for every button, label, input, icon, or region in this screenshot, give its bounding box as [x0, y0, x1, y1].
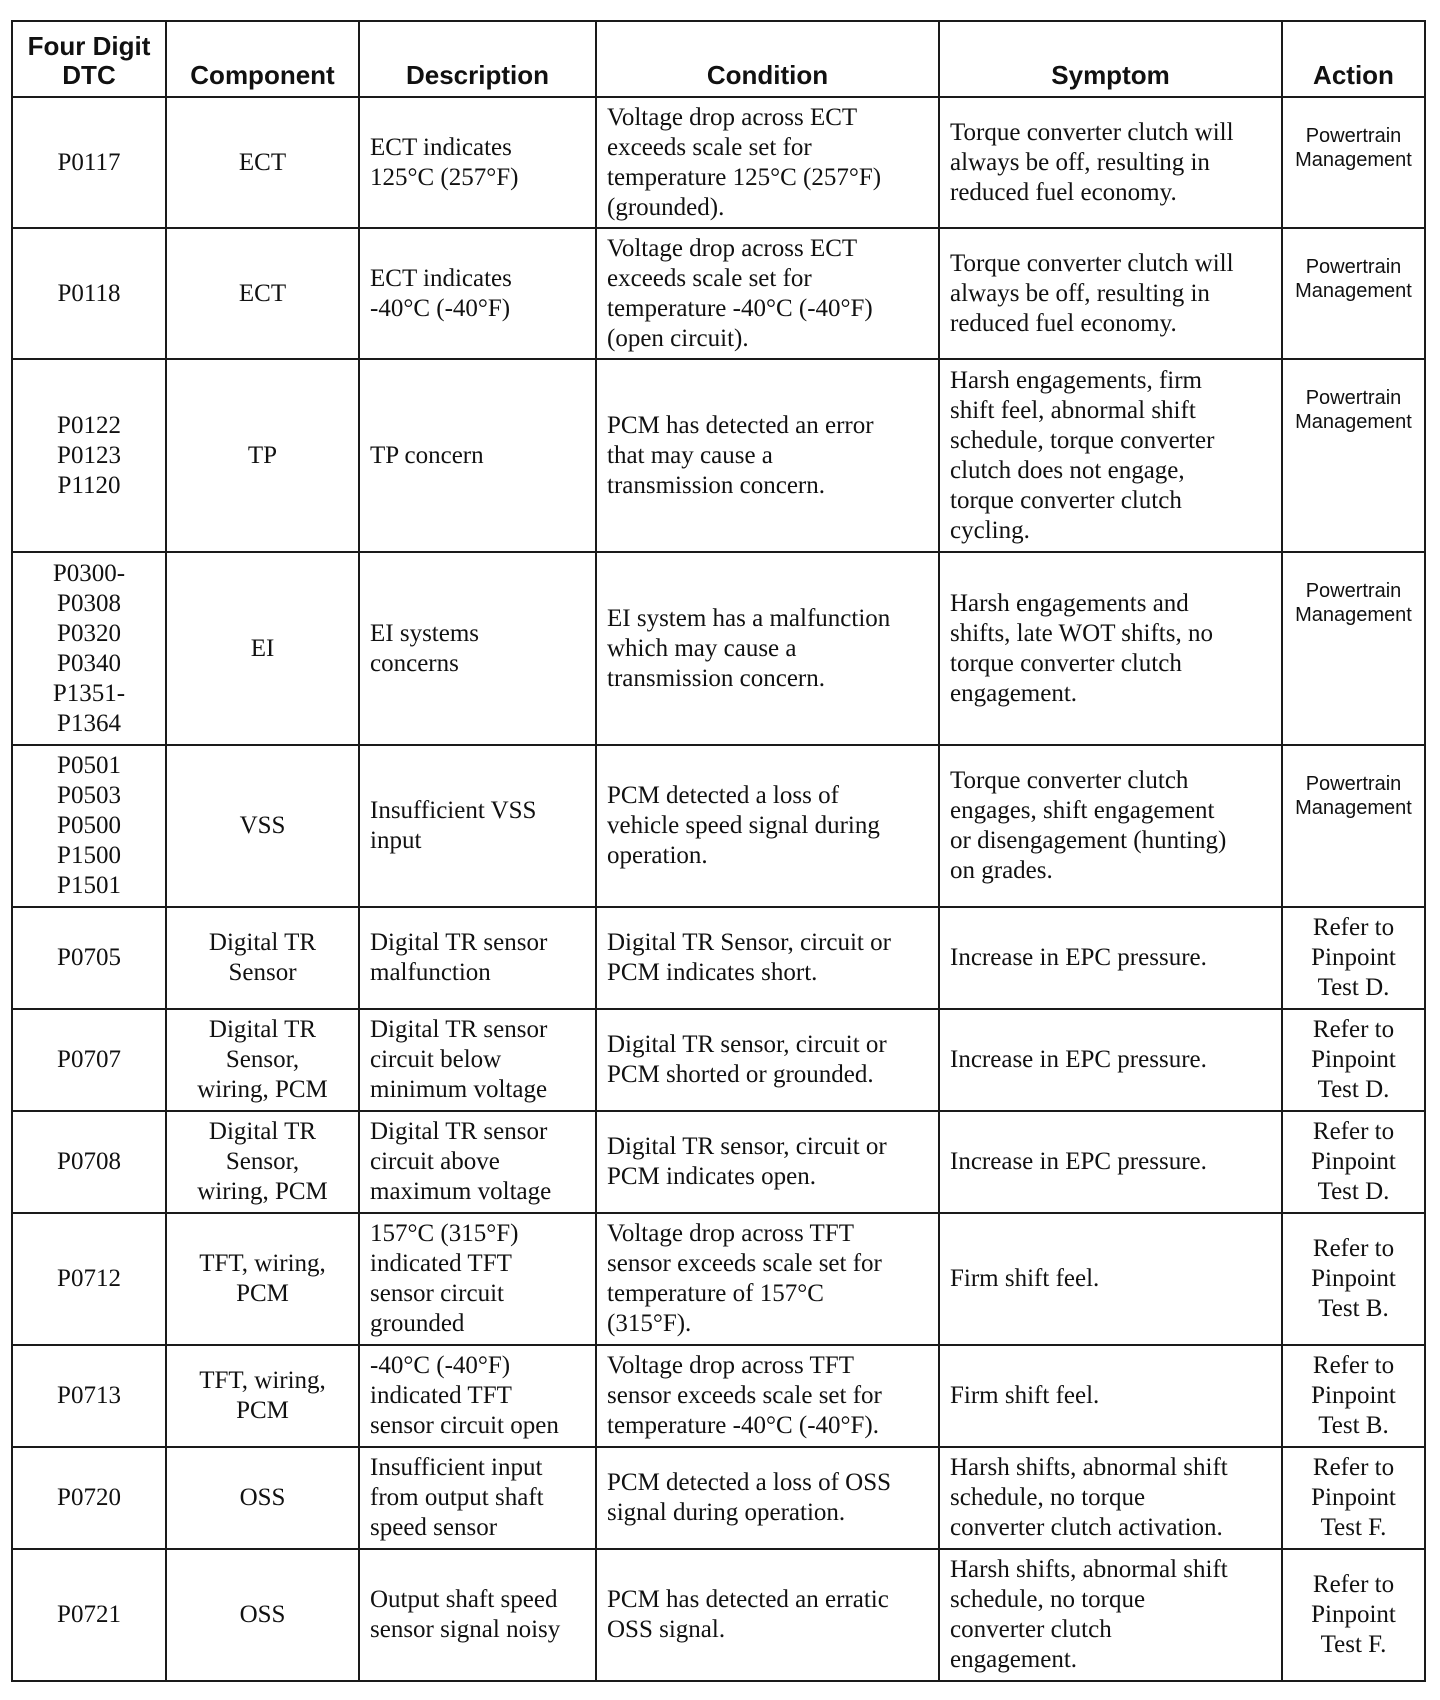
symptom-cell-line: shift feel, abnormal shift — [950, 396, 1196, 424]
symptom-cell-line: Torque converter clutch — [950, 767, 1189, 794]
action-cell — [1282, 1009, 1425, 1111]
action-cell-line: Test F. — [1320, 1514, 1387, 1541]
symptom-cell-line: always be off, resulting in — [950, 148, 1210, 176]
dtc-cell — [12, 1549, 166, 1681]
description-cell-line: indicated TFT — [370, 1250, 512, 1277]
dtc-cell-line: P0708 — [57, 1148, 121, 1175]
symptom-cell-line: Harsh shifts, abnormal shift — [950, 1556, 1228, 1583]
component-cell — [166, 359, 359, 552]
dtc-cell — [12, 1111, 166, 1213]
condition-cell — [596, 1447, 939, 1549]
symptom-cell-line: Firm shift feel. — [950, 1265, 1100, 1292]
component-cell — [166, 907, 359, 1009]
component-cell-line: TP — [247, 441, 278, 469]
dtc-cell-line: P0320 — [57, 619, 121, 647]
component-cell-line: wiring, PCM — [197, 1076, 328, 1103]
action-cell — [1282, 1111, 1425, 1213]
dtc-cell-line: P1500 — [57, 842, 121, 869]
table-row — [12, 1009, 1425, 1111]
dtc-cell — [12, 97, 166, 228]
description-cell-line: circuit above — [370, 1148, 500, 1175]
symptom-cell-line: engages, shift engagement — [950, 797, 1215, 824]
component-cell-line: Digital TR — [208, 929, 317, 956]
description-cell-line: EI systems — [370, 619, 480, 647]
action-cell-line: Refer to — [1312, 1016, 1395, 1043]
condition-cell-line: PCM detected a loss of — [607, 782, 839, 809]
symptom-cell-line: Torque converter clutch will — [950, 249, 1234, 277]
table-row — [12, 552, 1425, 745]
description-cell-line: indicated TFT — [370, 1382, 512, 1409]
component-cell-line: OSS — [239, 1484, 286, 1511]
header-action: Action — [1282, 21, 1425, 97]
description-cell-line: Digital TR sensor — [370, 1016, 548, 1043]
symptom-cell-line: on grades. — [950, 857, 1053, 884]
symptom-cell-line: Firm shift feel. — [950, 1382, 1100, 1409]
condition-cell — [596, 97, 939, 228]
condition-cell — [596, 1111, 939, 1213]
condition-cell-line: temperature -40°C (-40°F). — [607, 1412, 879, 1439]
dtc-cell-line: P0713 — [57, 1382, 121, 1409]
action-cell-line: Management — [1295, 604, 1412, 626]
action-cell — [1282, 228, 1425, 359]
action-cell-line: Powertrain — [1305, 256, 1402, 278]
condition-cell-line: sensor exceeds scale set for — [607, 1250, 882, 1277]
table-row — [12, 359, 1425, 552]
condition-cell-line: that may cause a — [607, 441, 773, 469]
table-row — [12, 1345, 1425, 1447]
action-cell — [1282, 1213, 1425, 1345]
description-cell-line: ECT indicates — [370, 133, 512, 161]
component-cell-line: OSS — [239, 1601, 286, 1628]
action-cell-line: Powertrain — [1305, 580, 1402, 602]
action-cell — [1282, 97, 1425, 228]
component-cell-line: Sensor — [228, 959, 297, 986]
description-cell — [359, 359, 596, 552]
condition-cell — [596, 552, 939, 745]
action-cell — [1282, 1447, 1425, 1549]
table-row — [12, 1549, 1425, 1681]
header-condition: Condition — [596, 21, 939, 97]
symptom-cell-line: Torque converter clutch will — [950, 118, 1234, 146]
description-cell-line: speed sensor — [370, 1514, 498, 1541]
symptom-cell-line: converter clutch activation. — [950, 1514, 1223, 1541]
dtc-cell — [12, 907, 166, 1009]
description-cell — [359, 1345, 596, 1447]
condition-cell-line: PCM has detected an erratic — [607, 1586, 889, 1613]
dtc-cell — [12, 745, 166, 907]
condition-cell — [596, 745, 939, 907]
description-cell-line: -40°C (-40°F) — [370, 1352, 511, 1379]
condition-cell-line: temperature 125°C (257°F) — [607, 163, 882, 191]
component-cell — [166, 228, 359, 359]
component-cell — [166, 1345, 359, 1447]
description-cell — [359, 745, 596, 907]
component-cell — [166, 1549, 359, 1681]
component-cell-line: Sensor, — [225, 1046, 300, 1073]
action-cell — [1282, 552, 1425, 745]
action-cell — [1282, 359, 1425, 552]
symptom-cell-line: engagement. — [950, 679, 1078, 707]
condition-cell-line: PCM detected a loss of OSS — [607, 1469, 892, 1496]
component-cell-line: ECT — [238, 148, 287, 176]
action-cell-line: Management — [1295, 280, 1412, 302]
condition-cell-line: PCM shorted or grounded. — [607, 1061, 874, 1088]
symptom-cell-line: Harsh engagements and — [950, 589, 1189, 617]
symptom-cell-line: shifts, late WOT shifts, no — [950, 619, 1213, 647]
action-cell-line: Refer to — [1312, 1235, 1395, 1262]
table-row — [12, 97, 1425, 228]
symptom-cell-line: reduced fuel economy. — [950, 309, 1177, 337]
condition-cell-line: which may cause a — [607, 634, 797, 662]
component-cell-line: ECT — [238, 279, 287, 307]
symptom-cell — [939, 1447, 1282, 1549]
symptom-cell — [939, 1009, 1282, 1111]
component-cell-line: EI — [250, 634, 275, 662]
condition-cell-line: transmission concern. — [607, 471, 826, 499]
action-cell-line: Test D. — [1317, 974, 1390, 1001]
dtc-cell-line: P0117 — [57, 148, 121, 176]
description-cell-line: 157°C (315°F) — [370, 1220, 519, 1247]
condition-cell — [596, 1213, 939, 1345]
component-cell-line: VSS — [239, 812, 286, 839]
description-cell — [359, 97, 596, 228]
dtc-cell-line: P1501 — [57, 872, 121, 899]
action-cell-line: Test B. — [1318, 1412, 1389, 1439]
action-cell-line: Test B. — [1318, 1295, 1389, 1322]
header-component: Component — [166, 21, 359, 97]
symptom-cell-line: or disengagement (hunting) — [950, 827, 1227, 854]
dtc-cell-line: P0308 — [57, 589, 121, 617]
description-cell-line: concerns — [370, 649, 459, 677]
condition-cell-line: temperature -40°C (-40°F) — [607, 294, 873, 322]
symptom-cell-line: torque converter clutch — [950, 486, 1182, 514]
condition-cell-line: vehicle speed signal during — [607, 812, 880, 839]
condition-cell-line: PCM indicates short. — [607, 959, 818, 986]
dtc-cell-line: P0340 — [57, 649, 121, 677]
condition-cell-line: signal during operation. — [607, 1499, 846, 1526]
dtc-cell-line: P0721 — [57, 1601, 121, 1628]
action-cell-line: Powertrain — [1305, 125, 1402, 147]
condition-cell-line: (grounded). — [607, 193, 725, 221]
description-cell — [359, 1213, 596, 1345]
component-cell — [166, 1447, 359, 1549]
dtc-cell — [12, 1345, 166, 1447]
action-cell-line: Pinpoint — [1311, 1484, 1396, 1511]
table-row — [12, 745, 1425, 907]
description-cell — [359, 907, 596, 1009]
condition-cell — [596, 1549, 939, 1681]
condition-cell-line: OSS signal. — [607, 1616, 726, 1643]
dtc-cell-line: P0707 — [57, 1046, 121, 1073]
condition-cell-line: Voltage drop across ECT — [607, 103, 858, 131]
description-cell — [359, 552, 596, 745]
action-cell-line: Management — [1295, 411, 1412, 433]
action-cell-line: Refer to — [1312, 1118, 1395, 1145]
condition-cell — [596, 359, 939, 552]
description-cell-line: sensor signal noisy — [370, 1616, 561, 1643]
header-description: Description — [359, 21, 596, 97]
action-cell-line: Powertrain — [1305, 773, 1402, 795]
symptom-cell — [939, 228, 1282, 359]
action-cell-line: Management — [1295, 797, 1412, 819]
dtc-cell-line: P0500 — [57, 812, 121, 839]
description-cell — [359, 1111, 596, 1213]
description-cell — [359, 1009, 596, 1111]
symptom-cell — [939, 907, 1282, 1009]
condition-cell — [596, 1009, 939, 1111]
component-cell-line: PCM — [236, 1280, 289, 1307]
table-row — [12, 907, 1425, 1009]
action-cell — [1282, 1549, 1425, 1681]
symptom-cell — [939, 359, 1282, 552]
condition-cell-line: sensor exceeds scale set for — [607, 1382, 882, 1409]
symptom-cell — [939, 1345, 1282, 1447]
condition-cell — [596, 228, 939, 359]
description-cell-line: Digital TR sensor — [370, 929, 548, 956]
component-cell-line: Digital TR — [208, 1118, 317, 1145]
description-cell-line: grounded — [370, 1310, 465, 1337]
table-row — [12, 1447, 1425, 1549]
condition-cell-line: Voltage drop across TFT — [607, 1352, 854, 1379]
condition-cell-line: exceeds scale set for — [607, 264, 812, 292]
condition-cell-line: temperature of 157°C — [607, 1280, 824, 1307]
header-symptom: Symptom — [939, 21, 1282, 97]
symptom-cell-line: converter clutch — [950, 1616, 1112, 1643]
header-dtc — [12, 21, 166, 97]
action-cell-line: Refer to — [1312, 1571, 1395, 1598]
description-cell-line: ECT indicates — [370, 264, 512, 292]
symptom-cell-line: engagement. — [950, 1646, 1078, 1673]
description-cell-line: Insufficient VSS — [370, 797, 537, 824]
action-cell-line: Powertrain — [1305, 387, 1402, 409]
description-cell-line: minimum voltage — [370, 1076, 548, 1103]
dtc-cell-line: P0705 — [57, 944, 121, 971]
dtc-cell — [12, 1213, 166, 1345]
description-cell-line: Digital TR sensor — [370, 1118, 548, 1145]
dtc-cell-line: P0501 — [57, 752, 121, 779]
action-cell-line: Test D. — [1317, 1076, 1390, 1103]
condition-cell-line: operation. — [607, 842, 708, 869]
condition-cell — [596, 907, 939, 1009]
description-cell-line: TP concern — [370, 441, 484, 469]
table-body — [12, 97, 1425, 1681]
dtc-cell-line: P0720 — [57, 1484, 121, 1511]
symptom-cell-line: schedule, no torque — [950, 1586, 1146, 1613]
action-cell-line: Pinpoint — [1311, 1601, 1396, 1628]
condition-cell-line: EI system has a malfunction — [607, 604, 891, 632]
dtc-cell-line: P0123 — [57, 441, 121, 469]
component-cell — [166, 552, 359, 745]
symptom-cell-line: Increase in EPC pressure. — [950, 1148, 1207, 1175]
symptom-cell — [939, 745, 1282, 907]
symptom-cell-line: clutch does not engage, — [950, 456, 1185, 484]
symptom-cell-line: schedule, no torque — [950, 1484, 1146, 1511]
description-cell — [359, 1549, 596, 1681]
action-cell-line: Test D. — [1317, 1178, 1390, 1205]
table-row — [12, 228, 1425, 359]
description-cell-line: sensor circuit open — [370, 1412, 559, 1439]
action-cell-line: Test F. — [1320, 1631, 1387, 1658]
header-row — [12, 21, 1425, 97]
condition-cell-line: transmission concern. — [607, 664, 826, 692]
dtc-cell — [12, 228, 166, 359]
component-cell — [166, 1213, 359, 1345]
action-cell-line: Pinpoint — [1311, 1265, 1396, 1292]
condition-cell-line: exceeds scale set for — [607, 133, 812, 161]
action-cell — [1282, 1345, 1425, 1447]
dtc-cell — [12, 1447, 166, 1549]
dtc-cell — [12, 359, 166, 552]
description-cell-line: 125°C (257°F) — [370, 163, 519, 191]
action-cell-line: Refer to — [1312, 1352, 1395, 1379]
component-cell-line: wiring, PCM — [197, 1178, 328, 1205]
description-cell-line: circuit below — [370, 1046, 502, 1073]
dtc-cell-line: P0503 — [57, 782, 121, 809]
symptom-cell — [939, 97, 1282, 228]
condition-cell-line: Digital TR sensor, circuit or — [607, 1133, 887, 1160]
action-cell-line: Refer to — [1312, 1454, 1395, 1481]
condition-cell-line: Voltage drop across TFT — [607, 1220, 854, 1247]
condition-cell-line: Digital TR Sensor, circuit or — [607, 929, 891, 956]
dtc-cell-line: P0300- — [52, 559, 126, 587]
condition-cell-line: (open circuit). — [607, 324, 749, 352]
symptom-cell-line: schedule, torque converter — [950, 426, 1215, 454]
header-dtc-line: DTC — [62, 60, 116, 90]
action-cell-line: Pinpoint — [1311, 944, 1396, 971]
table-row — [12, 1111, 1425, 1213]
symptom-cell-line: torque converter clutch — [950, 649, 1182, 677]
dtc-cell-line: P0118 — [57, 279, 121, 307]
dtc-cell-line: P1364 — [57, 709, 121, 737]
symptom-cell — [939, 1111, 1282, 1213]
symptom-cell — [939, 1549, 1282, 1681]
condition-cell-line: (315°F). — [607, 1310, 692, 1337]
action-cell-line: Pinpoint — [1311, 1382, 1396, 1409]
description-cell-line: -40°C (-40°F) — [370, 294, 511, 322]
dtc-table — [11, 20, 1426, 1682]
dtc-cell-line: P1351- — [52, 679, 126, 707]
action-cell-line: Refer to — [1312, 914, 1395, 941]
action-cell-line: Pinpoint — [1311, 1148, 1396, 1175]
component-cell — [166, 745, 359, 907]
symptom-cell — [939, 1213, 1282, 1345]
component-cell-line: TFT, wiring, — [199, 1250, 326, 1277]
component-cell-line: Digital TR — [208, 1016, 317, 1043]
action-cell — [1282, 745, 1425, 907]
action-cell-line: Pinpoint — [1311, 1046, 1396, 1073]
component-cell-line: PCM — [236, 1397, 289, 1424]
header-dtc-line: Four Digit — [27, 31, 151, 61]
description-cell-line: input — [370, 827, 422, 854]
dtc-cell-line: P1120 — [57, 471, 121, 499]
component-cell — [166, 1009, 359, 1111]
condition-cell-line: Digital TR sensor, circuit or — [607, 1031, 887, 1058]
symptom-cell-line: cycling. — [950, 516, 1030, 544]
description-cell-line: malfunction — [370, 959, 491, 986]
description-cell — [359, 228, 596, 359]
action-cell-line: Management — [1295, 149, 1412, 171]
symptom-cell-line: reduced fuel economy. — [950, 178, 1177, 206]
symptom-cell-line: always be off, resulting in — [950, 279, 1210, 307]
description-cell — [359, 1447, 596, 1549]
dtc-cell-line: P0712 — [57, 1265, 121, 1292]
description-cell-line: Output shaft speed — [370, 1586, 558, 1613]
symptom-cell-line: Increase in EPC pressure. — [950, 1046, 1207, 1073]
dtc-cell-line: P0122 — [57, 411, 121, 439]
symptom-cell-line: Harsh engagements, firm — [950, 366, 1203, 394]
component-cell-line: TFT, wiring, — [199, 1367, 326, 1394]
condition-cell-line: PCM has detected an error — [607, 411, 874, 439]
component-cell — [166, 97, 359, 228]
dtc-cell — [12, 1009, 166, 1111]
description-cell-line: from output shaft — [370, 1484, 544, 1511]
dtc-cell — [12, 552, 166, 745]
condition-cell-line: PCM indicates open. — [607, 1163, 817, 1190]
component-cell — [166, 1111, 359, 1213]
description-cell-line: Insufficient input — [370, 1454, 543, 1481]
symptom-cell-line: Harsh shifts, abnormal shift — [950, 1454, 1228, 1481]
table-row — [12, 1213, 1425, 1345]
description-cell-line: maximum voltage — [370, 1178, 552, 1205]
condition-cell — [596, 1345, 939, 1447]
condition-cell-line: Voltage drop across ECT — [607, 234, 858, 262]
symptom-cell-line: Increase in EPC pressure. — [950, 944, 1207, 971]
symptom-cell — [939, 552, 1282, 745]
description-cell-line: sensor circuit — [370, 1280, 504, 1307]
component-cell-line: Sensor, — [225, 1148, 300, 1175]
action-cell — [1282, 907, 1425, 1009]
